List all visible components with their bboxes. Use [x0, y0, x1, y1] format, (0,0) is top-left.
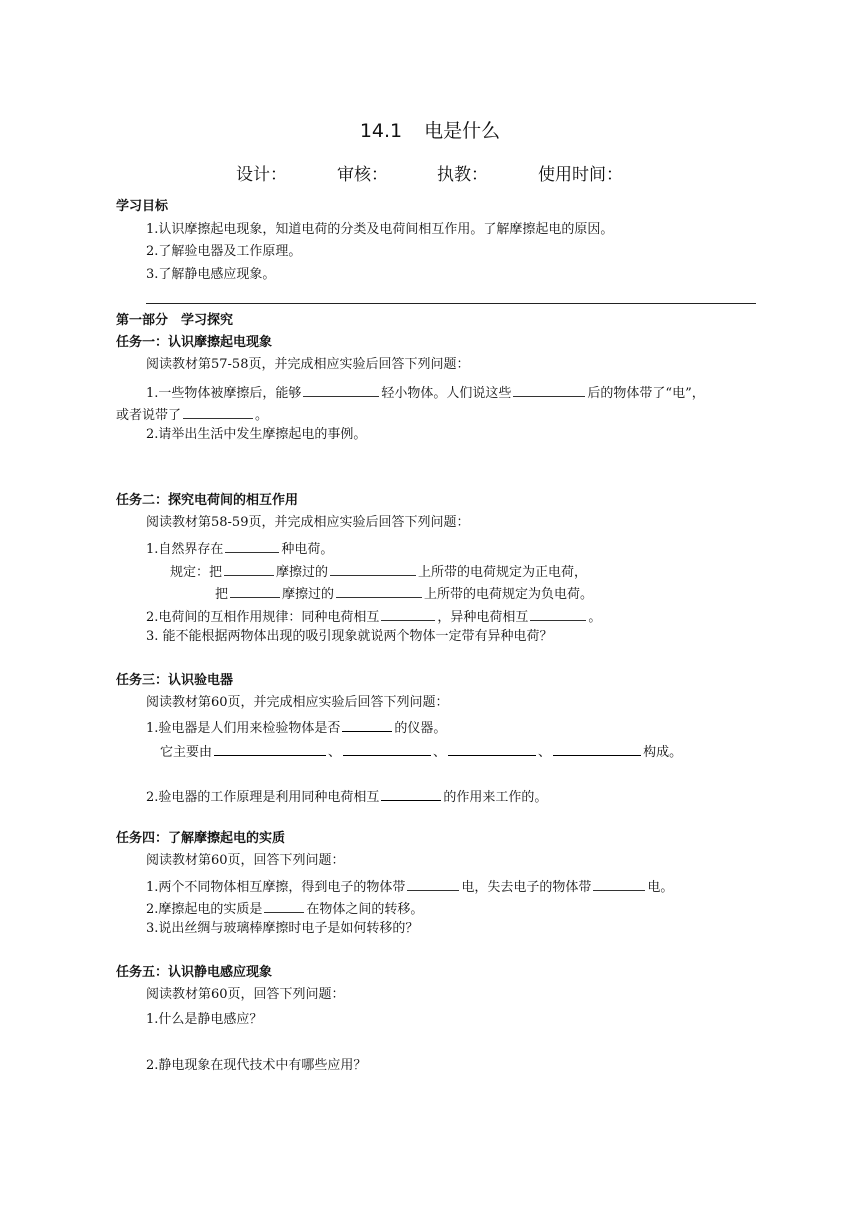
answer-blank[interactable] — [407, 876, 459, 891]
task2-question-2: 2.电荷间的互相作用规律：同种电荷相互 ，异种电荷相互 。 — [146, 606, 601, 627]
answer-blank[interactable] — [553, 741, 641, 756]
answer-blank[interactable] — [224, 561, 274, 576]
answer-blank[interactable] — [342, 717, 392, 732]
objective-item: 2.了解验电器及工作原理。 — [146, 244, 302, 259]
task5-question-2: 2.静电现象在现代技术中有哪些应用？ — [146, 1058, 367, 1073]
answer-blank[interactable] — [530, 606, 586, 621]
answer-blank[interactable] — [303, 382, 379, 397]
answer-blank[interactable] — [343, 741, 431, 756]
answer-blank[interactable] — [593, 876, 645, 891]
task2-heading: 任务二：探究电荷间的相互作用 — [116, 493, 299, 508]
title-number: 14.1 — [359, 120, 403, 142]
byline-reviewer: 审核： — [337, 165, 388, 185]
task4-question-2: 2.摩擦起电的实质是 在物体之间的转移。 — [146, 898, 423, 919]
task2-question-1: 1.自然界存在 种电荷。 — [146, 538, 333, 559]
objectives-heading: 学习目标 — [116, 199, 169, 214]
task4-heading: 任务四：了解摩擦起电的实质 — [116, 831, 286, 846]
task1-question-2: 2.请举出生活中发生摩擦起电的事例。 — [146, 427, 367, 442]
task3-intro: 阅读教材第60页，并完成相应实验后回答下列问题： — [146, 695, 449, 710]
task2-intro: 阅读教材第58-59页，并完成相应实验后回答下列问题： — [146, 515, 470, 530]
answer-blank[interactable] — [230, 583, 280, 598]
task1-intro: 阅读教材第57-58页，并完成相应实验后回答下列问题： — [146, 357, 470, 372]
task3-question-1: 1.验电器是人们用来检验物体是否 的仪器。 — [146, 717, 446, 738]
task4-intro: 阅读教材第60页，回答下列问题： — [146, 853, 345, 868]
task2-question-3: 3. 能不能根据两物体出现的吸引现象就说两个物体一定带有异种电荷？ — [146, 629, 553, 644]
answer-blank[interactable] — [336, 583, 422, 598]
answer-blank[interactable] — [330, 561, 416, 576]
answer-blank[interactable] — [381, 786, 441, 801]
task5-intro: 阅读教材第60页，回答下列问题： — [146, 987, 345, 1002]
task5-heading: 任务五：认识静电感应现象 — [116, 965, 273, 980]
answer-blank[interactable] — [264, 898, 304, 913]
byline-designer: 设计： — [236, 165, 287, 185]
task5-question-1: 1.什么是静电感应？ — [146, 1012, 263, 1027]
task1-heading: 任务一：认识摩擦起电现象 — [116, 335, 273, 350]
task3-question-2: 2.验电器的工作原理是利用同种电荷相互 的作用来工作的。 — [146, 786, 547, 807]
answer-blank[interactable] — [513, 382, 585, 397]
task2-rule-positive: 规定：把 摩擦过的 上所带的电荷规定为正电荷， — [170, 561, 587, 582]
divider-line — [146, 303, 756, 304]
task4-question-1: 1.两个不同物体相互摩擦，得到电子的物体带 电，失去电子的物体带 电。 — [146, 876, 673, 897]
answer-blank[interactable] — [225, 538, 279, 553]
task3-question-1-parts: 它主要由 、 、 、 构成。 — [160, 741, 682, 762]
page-title — [0, 116, 860, 143]
answer-blank[interactable] — [381, 606, 435, 621]
objective-item: 1.认识摩擦起电现象，知道电荷的分类及电荷间相互作用。了解摩擦起电的原因。 — [146, 222, 614, 237]
task3-heading: 任务三：认识验电器 — [116, 673, 234, 688]
byline-teacher: 执教： — [437, 165, 488, 185]
task1-question-1-cont: 或者说带了 。 — [116, 404, 268, 425]
answer-blank[interactable] — [183, 404, 253, 419]
answer-blank[interactable] — [448, 741, 536, 756]
answer-blank[interactable] — [214, 741, 326, 756]
part1-heading: 第一部分 学习探究 — [116, 313, 234, 328]
task4-question-3: 3.说出丝绸与玻璃棒摩擦时电子是如何转移的？ — [146, 921, 419, 936]
byline-use-date: 使用时间： — [538, 165, 623, 185]
title-text: 电是什么 — [424, 120, 501, 142]
task2-rule-negative: 把 摩擦过的 上所带的电荷规定为负电荷。 — [215, 583, 593, 604]
objective-item: 3.了解静电感应现象。 — [146, 267, 276, 282]
task1-question-1: 1.一些物体被摩擦后，能够 轻小物体。人们说这些 后的物体带了“电”， — [146, 382, 705, 403]
